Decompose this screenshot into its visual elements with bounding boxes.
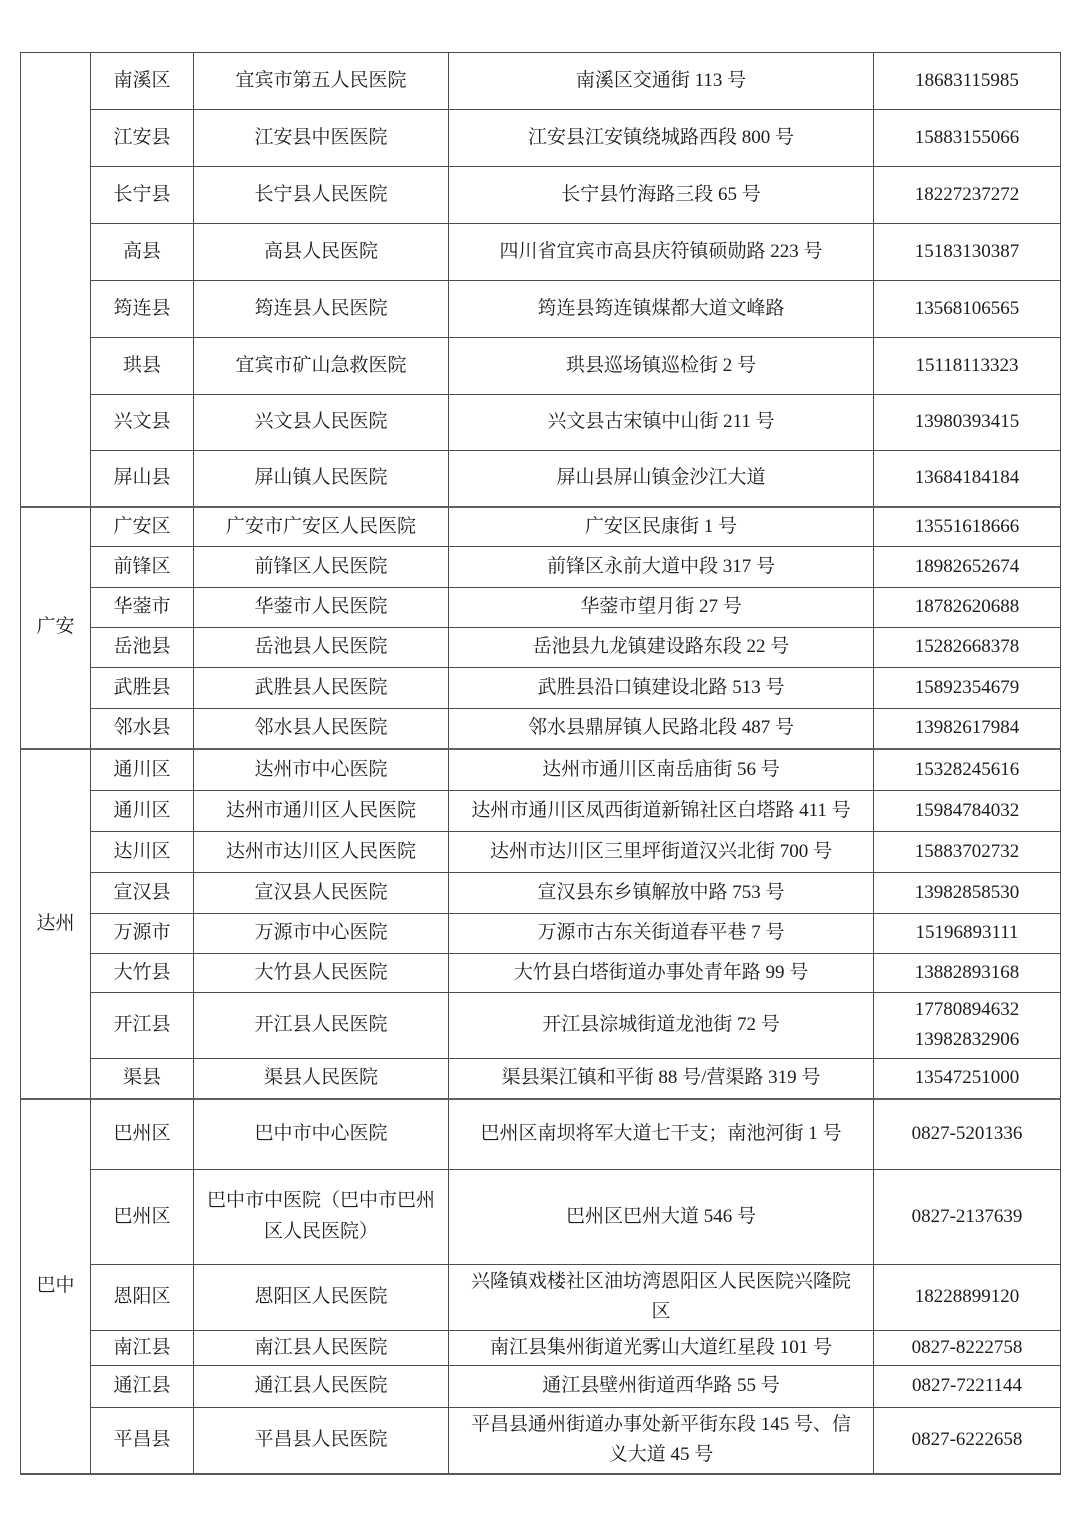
phone-cell (874, 993, 1061, 1059)
phone-number: 15282668378 (914, 636, 1020, 658)
hospital-cell: 岳池县人民医院 (194, 628, 449, 668)
hospital-cell: 长宁县人民医院 (194, 167, 449, 224)
hospital-cell: 万源市中心医院 (194, 914, 449, 954)
table-row (21, 749, 1061, 791)
phone-number: 13980393415 (914, 411, 1020, 433)
hospital-cell: 渠县人民医院 (194, 1058, 449, 1099)
address-cell: 渠县渠江镇和平街 88 号/营渠路 319 号 (449, 1058, 874, 1099)
address-cell: 珙县巡场镇巡检街 2 号 (449, 338, 874, 395)
phone-cell (874, 338, 1061, 395)
hospital-table-body (21, 53, 1061, 1474)
district-cell: 武胜县 (91, 668, 194, 709)
table-row (21, 110, 1061, 167)
table-row (21, 338, 1061, 395)
phone-number: 13684184184 (914, 467, 1020, 489)
phone-cell (874, 1407, 1061, 1473)
phone-number: 13982858530 (914, 881, 1020, 903)
hospital-cell: 通江县人民医院 (194, 1365, 449, 1407)
phone-cell (874, 1058, 1061, 1099)
district-cell: 通江县 (91, 1365, 194, 1407)
hospital-cell: 大竹县人民医院 (194, 954, 449, 993)
hospital-cell: 达州市中心医院 (194, 749, 449, 791)
hospital-cell: 巴中市中心医院 (194, 1099, 449, 1169)
table-row (21, 1365, 1061, 1407)
district-cell: 屏山县 (91, 451, 194, 507)
district-cell: 邻水县 (91, 709, 194, 749)
address-cell: 达州市通川区南岳庙街 56 号 (449, 749, 874, 791)
city-cell: 广安 (21, 507, 91, 749)
hospital-cell: 宜宾市第五人民医院 (194, 53, 449, 110)
address-cell: 屏山县屏山镇金沙江大道 (449, 451, 874, 507)
table-row (21, 791, 1061, 832)
address-cell: 华蓥市望月街 27 号 (449, 588, 874, 628)
district-cell: 华蓥市 (91, 588, 194, 628)
phone-cell (874, 1365, 1061, 1407)
district-cell: 平昌县 (91, 1407, 194, 1473)
district-cell: 高县 (91, 224, 194, 281)
phone-number: 15196893111 (915, 922, 1019, 944)
district-cell: 通川区 (91, 791, 194, 832)
table-row (21, 628, 1061, 668)
phone-number: 13551618666 (914, 515, 1020, 537)
hospital-cell: 达州市通川区人民医院 (194, 791, 449, 832)
phone-cell (874, 873, 1061, 914)
address-cell: 江安县江安镇绕城路西段 800 号 (449, 110, 874, 167)
hospital-cell: 江安县中医医院 (194, 110, 449, 167)
hospital-cell: 广安市广安区人民医院 (194, 507, 449, 547)
phone-number: 0827-7221144 (911, 1375, 1023, 1397)
table-row (21, 507, 1061, 547)
phone-cell (874, 395, 1061, 451)
address-cell: 达州市通川区凤西街道新锦社区白塔路 411 号 (449, 791, 874, 832)
phone-number: 15984784032 (914, 799, 1020, 821)
address-cell: 平昌县通州街道办事处新平街东段 145 号、信义大道 45 号 (449, 1407, 874, 1473)
district-cell: 大竹县 (91, 954, 194, 993)
hospital-cell: 武胜县人民医院 (194, 668, 449, 709)
phone-number: 18982652674 (914, 555, 1020, 577)
address-cell: 长宁县竹海路三段 65 号 (449, 167, 874, 224)
district-cell: 开江县 (91, 993, 194, 1059)
table-row (21, 1330, 1061, 1365)
phone-number: 0827-2137639 (911, 1205, 1023, 1227)
hospital-cell: 宜宾市矿山急救医院 (194, 338, 449, 395)
phone-cell (874, 588, 1061, 628)
phone-cell (874, 1264, 1061, 1330)
phone-number: 15883702732 (914, 840, 1020, 862)
phone-number: 18782620688 (914, 596, 1020, 618)
address-cell: 武胜县沿口镇建设北路 513 号 (449, 668, 874, 709)
table-row (21, 668, 1061, 709)
address-cell: 广安区民康街 1 号 (449, 507, 874, 547)
phone-number: 15183130387 (914, 240, 1020, 262)
phone-cell (874, 167, 1061, 224)
address-cell: 达州市达川区三里坪街道汉兴北街 700 号 (449, 832, 874, 873)
phone-number: 18228899120 (914, 1285, 1020, 1307)
phone-number: 0827-6222658 (911, 1429, 1023, 1451)
district-cell: 筠连县 (91, 281, 194, 338)
phone-cell (874, 668, 1061, 709)
phone-number: 18227237272 (914, 183, 1020, 205)
table-row (21, 281, 1061, 338)
table-row (21, 954, 1061, 993)
district-cell: 巴州区 (91, 1099, 194, 1169)
phone-number: 15892354679 (914, 676, 1020, 698)
table-row (21, 1407, 1061, 1473)
district-cell: 兴文县 (91, 395, 194, 451)
address-cell: 邻水县鼎屏镇人民路北段 487 号 (449, 709, 874, 749)
table-row (21, 167, 1061, 224)
district-cell: 前锋区 (91, 547, 194, 588)
hospital-cell: 平昌县人民医院 (194, 1407, 449, 1473)
hospital-cell: 开江县人民医院 (194, 993, 449, 1059)
address-cell: 大竹县白塔街道办事处青年路 99 号 (449, 954, 874, 993)
phone-number: 13568106565 (914, 297, 1020, 319)
table-row (21, 588, 1061, 628)
table-row (21, 224, 1061, 281)
district-cell: 珙县 (91, 338, 194, 395)
table-row (21, 451, 1061, 507)
address-cell: 南溪区交通街 113 号 (449, 53, 874, 110)
phone-cell (874, 749, 1061, 791)
table-row (21, 1264, 1061, 1330)
phone-number: 13547251000 (914, 1067, 1020, 1089)
phone-number: 18683115985 (915, 69, 1019, 91)
phone-cell (874, 954, 1061, 993)
hospital-cell: 南江县人民医院 (194, 1330, 449, 1365)
phone-number: 17780894632 (914, 999, 1020, 1020)
district-cell: 巴州区 (91, 1169, 194, 1264)
phone-cell (874, 224, 1061, 281)
table-row (21, 1169, 1061, 1264)
city-cell: 达州 (21, 749, 91, 1100)
table-row (21, 53, 1061, 110)
address-cell: 开江县淙城街道龙池街 72 号 (449, 993, 874, 1059)
hospital-cell: 恩阳区人民医院 (194, 1264, 449, 1330)
address-cell: 万源市古东关街道春平巷 7 号 (449, 914, 874, 954)
phone-cell (874, 451, 1061, 507)
address-cell: 前锋区永前大道中段 317 号 (449, 547, 874, 588)
hospital-cell: 邻水县人民医院 (194, 709, 449, 749)
address-cell: 岳池县九龙镇建设路东段 22 号 (449, 628, 874, 668)
phone-cell (874, 53, 1061, 110)
district-cell: 岳池县 (91, 628, 194, 668)
district-cell: 宣汉县 (91, 873, 194, 914)
phone-cell (874, 1169, 1061, 1264)
district-cell: 渠县 (91, 1058, 194, 1099)
phone-cell (874, 832, 1061, 873)
phone-cell (874, 628, 1061, 668)
phone-cell (874, 110, 1061, 167)
hospital-cell: 筠连县人民医院 (194, 281, 449, 338)
phone-number: 13982617984 (914, 717, 1020, 739)
table-row (21, 873, 1061, 914)
district-cell: 万源市 (91, 914, 194, 954)
hospital-table (20, 52, 1061, 1475)
hospital-cell: 屏山镇人民医院 (194, 451, 449, 507)
phone-number: 0827-5201336 (911, 1123, 1023, 1145)
address-cell: 兴文县古宋镇中山街 211 号 (449, 395, 874, 451)
phone-cell (874, 914, 1061, 954)
city-cell (21, 53, 91, 507)
phone-cell (874, 791, 1061, 832)
address-cell: 宣汉县东乡镇解放中路 753 号 (449, 873, 874, 914)
table-row (21, 1058, 1061, 1099)
phone-cell (874, 281, 1061, 338)
hospital-cell: 宣汉县人民医院 (194, 873, 449, 914)
district-cell: 南江县 (91, 1330, 194, 1365)
district-cell: 江安县 (91, 110, 194, 167)
address-cell: 巴州区南坝将军大道七干支；南池河街 1 号 (449, 1099, 874, 1169)
phone-cell (874, 709, 1061, 749)
table-row (21, 832, 1061, 873)
phone-number: 13882893168 (914, 961, 1020, 983)
hospital-cell: 华蓥市人民医院 (194, 588, 449, 628)
district-cell: 长宁县 (91, 167, 194, 224)
phone-cell (874, 1330, 1061, 1365)
address-cell: 兴隆镇戏楼社区油坊湾恩阳区人民医院兴隆院区 (449, 1264, 874, 1330)
hospital-cell: 巴中市中医院（巴中市巴州区人民医院） (194, 1169, 449, 1264)
district-cell: 达川区 (91, 832, 194, 873)
district-cell: 广安区 (91, 507, 194, 547)
phone-number: 0827-8222758 (911, 1336, 1023, 1358)
phone-number: 15118113323 (915, 354, 1019, 376)
phone-cell (874, 507, 1061, 547)
hospital-cell: 前锋区人民医院 (194, 547, 449, 588)
city-cell: 巴中 (21, 1099, 91, 1473)
table-row (21, 395, 1061, 451)
table-row (21, 709, 1061, 749)
table-row (21, 1099, 1061, 1169)
phone-number: 15883155066 (914, 126, 1020, 148)
hospital-cell: 达州市达川区人民医院 (194, 832, 449, 873)
district-cell: 通川区 (91, 749, 194, 791)
table-row (21, 914, 1061, 954)
phone-cell (874, 1099, 1061, 1169)
district-cell: 南溪区 (91, 53, 194, 110)
phone-cell (874, 547, 1061, 588)
address-cell: 通江县壁州街道西华路 55 号 (449, 1365, 874, 1407)
address-cell: 南江县集州街道光雾山大道红星段 101 号 (449, 1330, 874, 1365)
table-row (21, 993, 1061, 1059)
address-cell: 巴州区巴州大道 546 号 (449, 1169, 874, 1264)
district-cell: 恩阳区 (91, 1264, 194, 1330)
hospital-cell: 高县人民医院 (194, 224, 449, 281)
phone-number: 15328245616 (914, 758, 1020, 780)
address-cell: 四川省宜宾市高县庆符镇硕勋路 223 号 (449, 224, 874, 281)
table-row (21, 547, 1061, 588)
address-cell: 筠连县筠连镇煤都大道文峰路 (449, 281, 874, 338)
hospital-cell: 兴文县人民医院 (194, 395, 449, 451)
phone-number: 13982832906 (914, 1029, 1020, 1051)
